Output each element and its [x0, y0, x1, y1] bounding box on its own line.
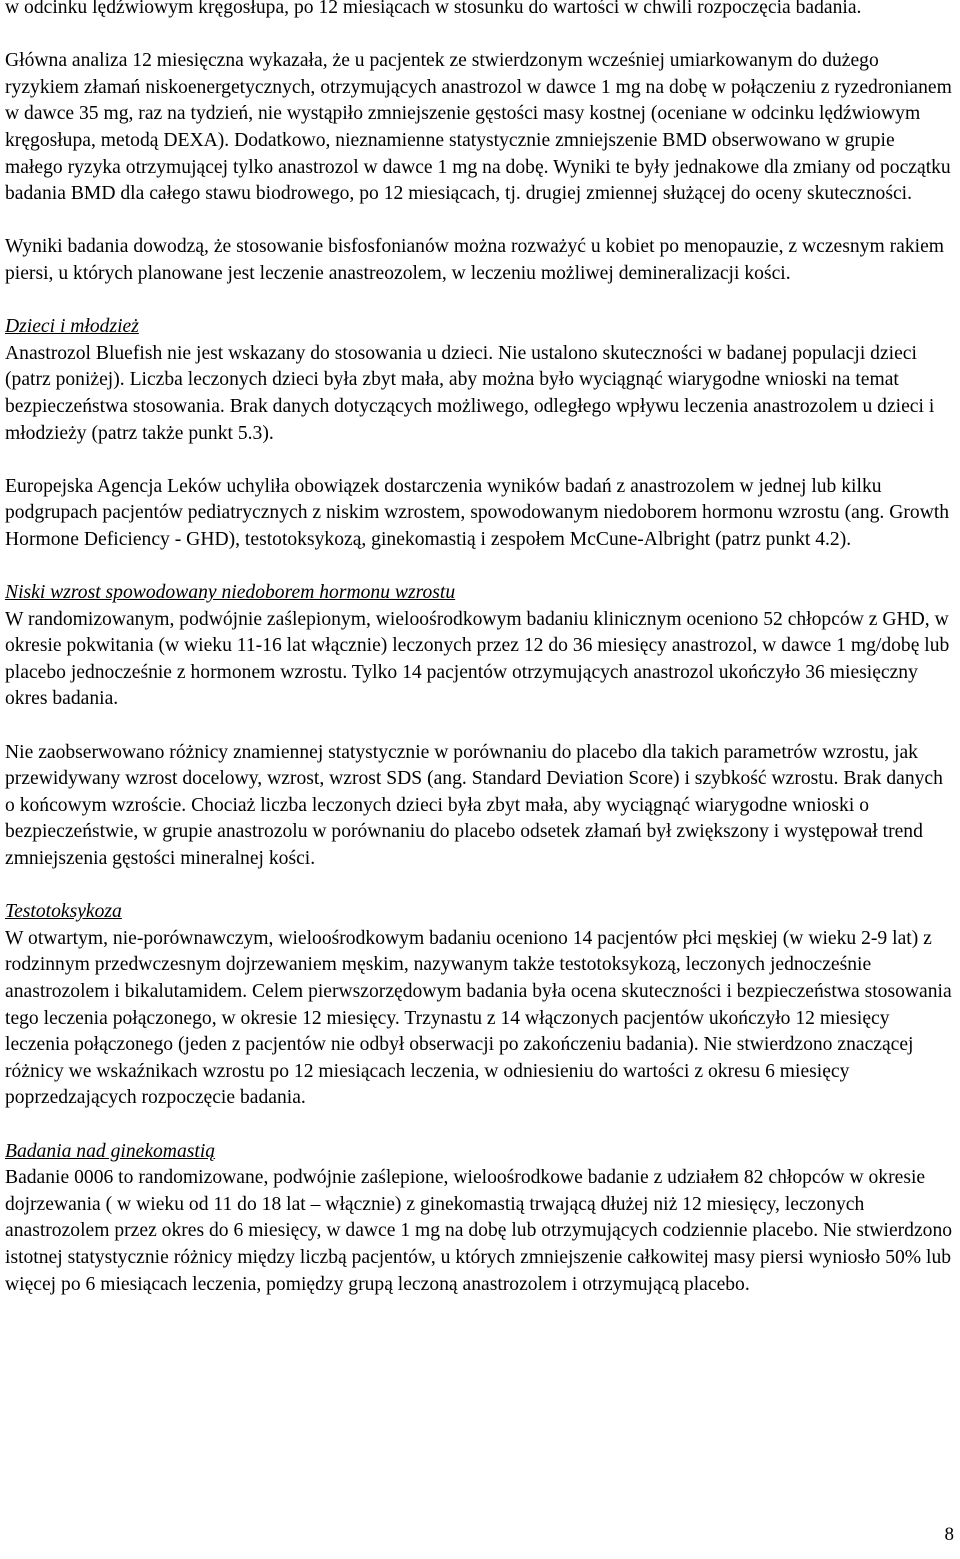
section-children — [5, 314, 955, 447]
paragraph-main-analysis: Główna analiza 12 miesięczna wykazała, że u pacjentek ze stwierdzonym wcześniej umiarkowanym do dużego ryzykiem złamań niskoenergetycznych, otrzymujących anastrozol w dawce 1 mg na dobę w połączeniu z ryzedronianem w dawce 35 mg, raz na tydzień, nie wystąpiło zmniejszenie gęstości masy kostnej (oceniane w odcinku lędźwiowym kręgosłupa, metodą DEXA). Dodatkowo, nieznamienne statystycznie zmniejszenie BMD obserwowano w grupie małego ryzyka otrzymującej tylko anastrozol w dawce 1 mg na dobę. Wyniki te były jednakowe dla zmiany od początku badania BMD dla całego stawu biodrowego, po 12 miesiącach, tj. drugiej zmiennej służącej do oceny skuteczności. — [5, 50, 952, 205]
paragraph-ghd-study: W randomizowanym, podwójnie zaślepionym, wieloośrodkowym badaniu klinicznym oceniono 52 chłopców z GHD, w okresie pokwitania (w wieku 11-16 lat włącznie) leczonych przez 12 do 36 miesięcy anastrozol, w dawce 1 mg/dobę lub placebo jednocześnie z hormonem wzrostu. Tylko 14 pacjentów otrzymujących anastrozol ukończyło 36 miesięczny okres badania. — [5, 608, 950, 710]
section-short-stature — [5, 580, 955, 713]
page-number: 8 — [944, 1524, 954, 1545]
paragraph-children-not-indicated: Anastrozol Bluefish nie jest wskazany do stosowania u dzieci. Nie ustalono skuteczności w badanej populacji dzieci (patrz poniżej). Liczba leczonych dzieci była zbyt mała, aby można było wyciągnąć wiarygodne wnioski na temat bezpieczeństwa stosowania. Brak danych dotyczących możliwego, odległego wpływu leczenia anastrozolem u dzieci i młodzieży (patrz także punkt 5.3). — [5, 342, 935, 444]
heading-gynecomastia: Badania nad ginekomastią — [5, 1140, 216, 1162]
heading-short-stature: Niski wzrost spowodowany niedoborem hormonu wzrostu — [5, 582, 456, 604]
section-gynecomastia — [5, 1139, 955, 1299]
paragraph-ema-waiver: Europejska Agencja Leków uchyliła obowiązek dostarczenia wyników badań z anastrozolem w jednej lub kilku podgrupach pacjentów pediatrycznych z niskim wzrostem, spowodowanym niedoborem hormonu wzrostu (ang. Growth Hormone Deficiency - GHD), testotoksykozą, ginekomastią i zespołem McCune-Albright (patrz punkt 4.2). — [5, 475, 950, 550]
paragraph-testotoxicosis-study: W otwartym, nie-porównawczym, wieloośrodkowym badaniu oceniono 14 pacjentów płci męskiej (w wieku 2-9 lat) z rodzinnym przedwczesnym dojrzewaniem męskim, nazywanym także testotoksykozą, leczonych jednocześnie anastrozolem i bikalutamidem. Celem pierwszorzędowym badania była ocena skuteczności i bezpieczeństwa stosowania tego leczenia połączonego, w okresie 12 miesięcy. Trzynastu z 14 włączonych pacjentów ukończyło 12 miesięcy leczenia połączonego (jeden z pacjentów nie odbył obserwacji po zakończeniu badania). Nie stwierdzono znaczącej różnicy we wskaźnikach wzrostu po 12 miesiącach leczenia, w odniesieniu do wartości z okresu 6 miesięcy poprzedzających rozpoczęcie badania. — [5, 927, 952, 1109]
heading-children: Dzieci i młodzież — [5, 316, 139, 338]
paragraph-bisphosphonates: Wyniki badania dowodzą, że stosowanie bisfosfonianów można rozważyć u kobiet po menopauzie, z wczesnym rakiem piersi, u których planowane jest leczenie anastreozolem, w leczeniu możliwej demineralizacji kości. — [5, 236, 945, 284]
heading-testotoxicosis: Testotoksykoza — [5, 901, 122, 923]
paragraph-growth-results: Nie zaobserwowano różnicy znamiennej statystycznie w porównaniu do placebo dla takich parametrów wzrostu, jak przewidywany wzrost docelowy, wzrost, wzrost SDS (ang. Standard Deviation Score) i szybkość wzrostu. Brak danych o końcowym wzroście. Chociaż liczba leczonych dzieci była zbyt mała, aby wyciągnąć wiarygodne wnioski o bezpieczeństwie, w grupie anastrozolu w porównaniu do placebo odsetek złamań był zwiększony i występował trend zmniejszenia gęstości mineralnej kości. — [5, 741, 943, 869]
document-page — [5, 0, 955, 1298]
paragraph-bmd-continuation: w odcinku lędźwiowym kręgosłupa, po 12 miesiącach w stosunku do wartości w chwili rozpoczęcia badania. — [5, 0, 862, 18]
paragraph-gynecomastia-study: Badanie 0006 to randomizowane, podwójnie zaślepione, wieloośrodkowe badanie z udziałem 82 chłopców w okresie dojrzewania ( w wieku od 11 do 18 lat – włącznie) z ginekomastią trwającą dłużej niż 12 miesięcy, leczonych anastrozolem przez okres do 6 miesięcy, w dawce 1 mg na dobę lub otrzymujących codziennie placebo. Nie stwierdzono istotnej statystycznie różnicy między liczbą pacjentów, u których zmniejszenie całkowitej masy piersi wyniosło 50% lub więcej po 6 miesiącach leczenia, pomiędzy grupą leczoną anastrozolem i otrzymującą placebo. — [5, 1167, 953, 1295]
section-testotoxicosis — [5, 899, 955, 1112]
